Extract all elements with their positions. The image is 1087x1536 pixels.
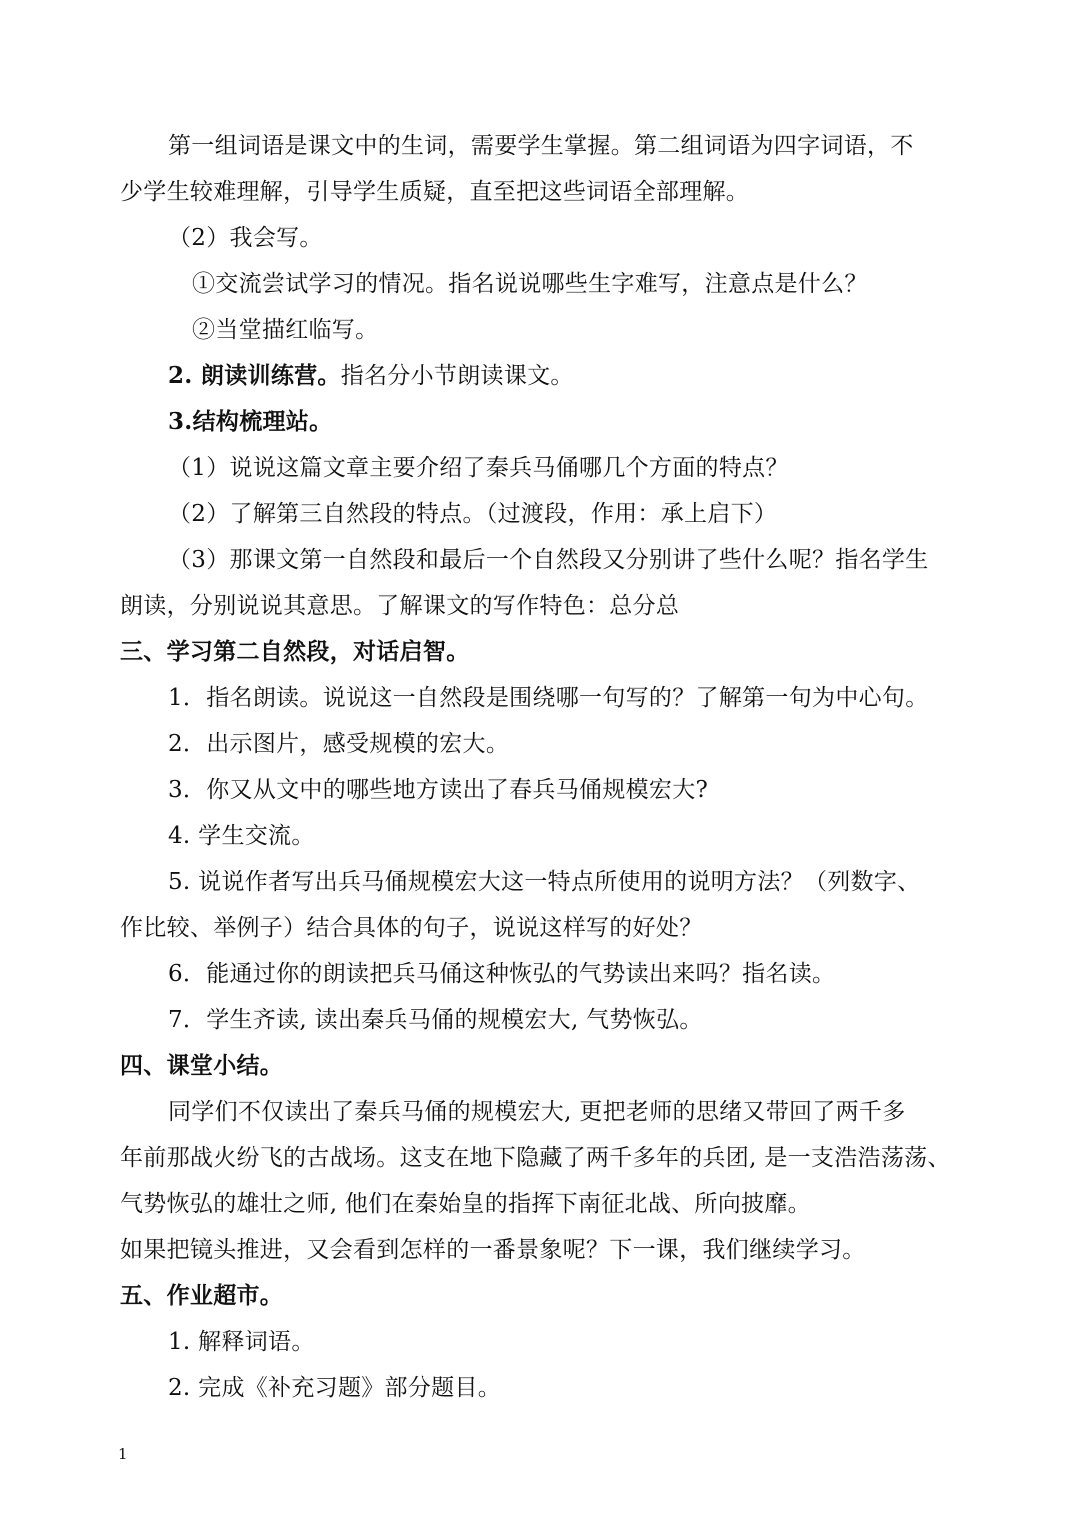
paragraph-line: 朗读，分别说说其意思。了解课文的写作特色：总分总	[120, 593, 680, 619]
list-item: 7．学生齐读, 读出秦兵马俑的规模宏大, 气势恢弘。	[168, 1007, 703, 1033]
step-2-line	[168, 361, 1028, 391]
paragraph-line: 同学们不仅读出了秦兵马俑的规模宏大, 更把老师的思绪又带回了两千多	[168, 1099, 906, 1125]
list-item: 1．指名朗读。说说这一自然段是围绕哪一句写的？了解第一句为中心句。	[168, 685, 929, 711]
paragraph-line: （2）了解第三自然段的特点。（过渡段，作用：承上启下）	[168, 501, 778, 527]
section-heading-5: 五、作业超市。	[120, 1282, 284, 1309]
paragraph-line: 作比较、举例子）结合具体的句子，说说这样写的好处？	[120, 915, 703, 941]
step-2-heading: 2. 朗读训练营。	[168, 362, 341, 389]
paragraph-line: 年前那战火纷飞的古战场。这支在地下隐藏了两千多年的兵团, 是一支浩浩荡荡、	[120, 1145, 951, 1171]
step-2-text: 指名分小节朗读课文。	[340, 363, 574, 389]
list-item: 4. 学生交流。	[168, 823, 315, 849]
page-number: 1	[118, 1445, 128, 1463]
paragraph-line: ①交流尝试学习的情况。指名说说哪些生字难写，注意点是什么？	[192, 271, 868, 297]
list-item: 3．你又从文中的哪些地方读出了春兵马俑规模宏大?	[168, 777, 709, 803]
paragraph-line: （2）我会写。	[168, 225, 323, 251]
list-item: 1. 解释词语。	[168, 1329, 315, 1355]
paragraph-line: 第一组词语是课文中的生词，需要学生掌握。第二组词语为四字词语，不	[168, 133, 914, 159]
paragraph-line: （3）那课文第一自然段和最后一个自然段又分别讲了些什么呢？指名学生	[168, 547, 929, 573]
paragraph-line: 气势恢弘的雄壮之师, 他们在秦始皇的指挥下南征北战、所向披靡。	[120, 1191, 811, 1217]
section-heading-3: 三、学习第二自然段，对话启智。	[120, 638, 470, 665]
paragraph-line: 少学生较难理解，引导学生质疑，直至把这些词语全部理解。	[120, 179, 750, 205]
step-3-heading: 3.结构梳理站。	[168, 408, 333, 435]
list-item: 2．出示图片，感受规模的宏大。	[168, 731, 510, 757]
paragraph-line: ②当堂描红临写。	[192, 317, 379, 343]
list-item: 6．能通过你的朗读把兵马俑这种恢弘的气势读出来吗？指名读。	[168, 961, 836, 987]
list-item: 5. 说说作者写出兵马俑规模宏大这一特点所使用的说明方法？（列数字、	[168, 869, 921, 895]
list-item: 2. 完成《补充习题》部分题目。	[168, 1375, 502, 1401]
paragraph-line: （1）说说这篇文章主要介绍了秦兵马俑哪几个方面的特点？	[168, 455, 789, 481]
section-heading-4: 四、课堂小结。	[120, 1052, 284, 1079]
paragraph-line: 如果把镜头推进，又会看到怎样的一番景象呢？下一课，我们继续学习。	[120, 1237, 866, 1263]
